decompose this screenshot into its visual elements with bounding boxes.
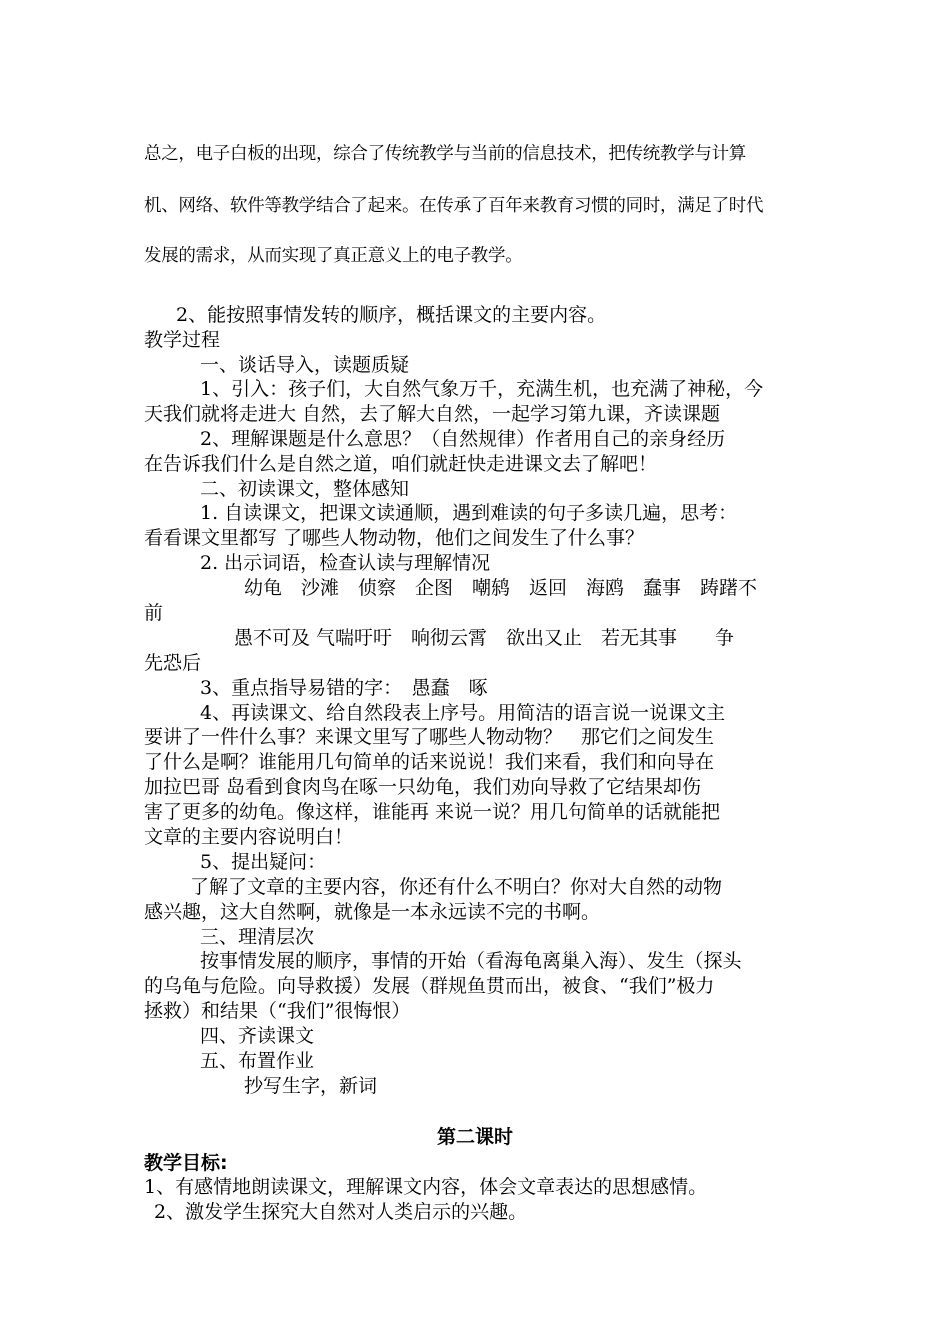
intro-line-2: 机、网络、软件等教学结合了起来。在传承了百年来教育习惯的同时，满足了时代 — [144, 196, 764, 216]
section-heading-4: 四、齐读课文 — [200, 1025, 315, 1047]
vocabulary-line: 前 — [144, 602, 164, 624]
paragraph-line: 看看课文里都写 了哪些人物动物，他们之间发生了什么事？ — [144, 527, 645, 549]
teaching-goals-heading: 教学目标: — [144, 1152, 228, 1174]
objective-2: 2、能按照事情发转的顺序，概括课文的主要内容。 — [176, 304, 607, 326]
vocabulary-line: 愚不可及 气喘吁吁 响彻云霄 欲出又止 若无其事 争 — [234, 627, 735, 649]
paragraph-line: 感兴趣，这大自然啊，就像是一本永远读不完的书啊。 — [144, 901, 601, 923]
paragraph-line: 要讲了一件什么事？来课文里写了哪些人物动物？ 那它们之间发生 — [144, 726, 715, 748]
paragraph-line: 1、引入：孩子们，大自然气象万千，充满生机，也充满了神秘，今 — [200, 378, 764, 400]
paragraph-line: 了什么是啊？谁能用几句简单的话来说说！我们来看，我们和向导在 — [144, 751, 715, 773]
lesson-2-title: 第二课时 — [436, 1126, 513, 1148]
paragraph-line: 按事情发展的顺序，事情的开始（看海龟离巢入海）、发生（探头 — [200, 950, 742, 972]
paragraph-line: 2、理解课题是什么意思？（自然规律）作者用自己的亲身经历 — [200, 428, 726, 450]
paragraph-line: 3、重点指导易错的字： 愚蠢 啄 — [200, 677, 488, 699]
paragraph-line: 加拉巴哥 岛看到食肉鸟在啄一只幼龟，我们劝向导救了它结果却伤 — [144, 776, 702, 798]
section-teaching-process: 教学过程 — [144, 329, 221, 351]
section-heading-5: 五、布置作业 — [200, 1050, 315, 1072]
vocabulary-line: 先恐后 — [144, 652, 202, 674]
paragraph-line: 在告诉我们什么是自然之道，咱们就赶快走进课文去了解吧！ — [144, 453, 658, 475]
paragraph-line: 害了更多的幼龟。像这样，谁能再 来说一说？用几句简单的话就能把 — [144, 801, 721, 823]
paragraph-line: 1. 自读课文，把课文读通顺，遇到难读的句子多读几遍，思考： — [200, 502, 738, 524]
section-heading-1: 一、谈话导入，读题质疑 — [200, 354, 410, 376]
intro-line-1: 总之，电子白板的出现，综合了传统教学与当前的信息技术，把传统教学与计算 — [144, 144, 746, 164]
goal-1: 1、有感情地朗读课文，理解课文内容，体会文章表达的思想感情。 — [144, 1176, 708, 1198]
paragraph-line: 4、再读课文、给自然段表上序号。用简洁的语言说一说课文主 — [200, 702, 726, 724]
paragraph-line: 2. 出示词语，检查认读与理解情况 — [200, 552, 491, 574]
paragraph-line: 5、提出疑问： — [200, 851, 327, 873]
paragraph-line: 抄写生字，新词 — [244, 1075, 378, 1097]
section-heading-3: 三、理清层次 — [200, 926, 315, 948]
paragraph-line: 天我们就将走进大 自然，去了解大自然，一起学习第九课，齐读课题 — [144, 403, 721, 425]
goal-2: 2、激发学生探究大自然对人类启示的兴趣。 — [154, 1201, 528, 1223]
paragraph-line: 文章的主要内容说明白！ — [144, 826, 354, 848]
paragraph-line: 了解了文章的主要内容，你还有什么不明白？你对大自然的动物 — [190, 876, 723, 898]
section-heading-2: 二、初读课文，整体感知 — [200, 478, 410, 500]
paragraph-line: 的乌龟与危险。向导救援）发展（群规鱼贯而出，被食、“我们”极力 — [144, 975, 715, 997]
intro-line-3: 发展的需求，从而实现了真正意义上的电子教学。 — [144, 246, 523, 266]
vocabulary-line: 幼龟 沙滩 侦察 企图 嘲鸫 返回 海鸥 蠢事 踌躇不 — [244, 577, 758, 599]
paragraph-line: 拯救）和结果（“我们”很悔恨） — [144, 1000, 411, 1022]
